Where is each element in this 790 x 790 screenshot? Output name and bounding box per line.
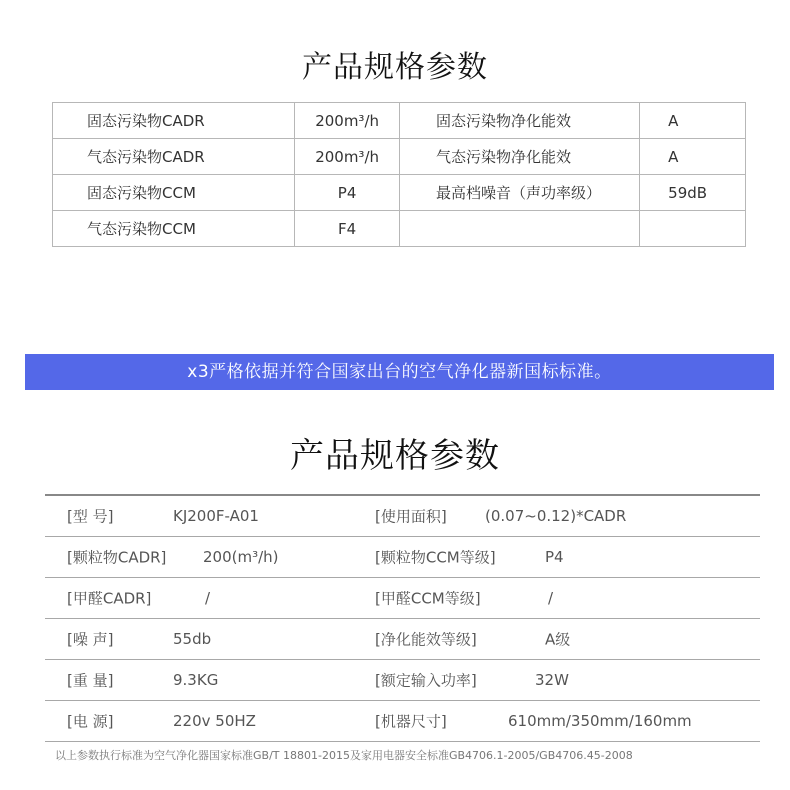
spec-row [45,660,760,701]
spec-value: / [205,589,211,607]
table-cell: 固态污染物CADR [53,103,295,139]
table-cell: 59dB [640,175,746,211]
spec-table-top [52,102,746,247]
spec-list [45,494,760,742]
spec-key: [重 量] [67,671,114,690]
table-cell: 气态污染物CCM [53,211,295,247]
spec-value: 200(m³/h) [203,548,279,566]
section2-title: 产品规格参数 [290,436,500,476]
table-cell: P4 [295,175,400,211]
table-cell: 200m³/h [295,139,400,175]
spec-value: KJ200F-A01 [173,507,259,525]
spec-row [45,619,760,660]
table-row [53,103,746,139]
table-cell: 200m³/h [295,103,400,139]
spec-key: [额定输入功率] [375,671,477,690]
spec-value: 220v 50HZ [173,712,256,730]
spec-value: P4 [545,548,564,566]
spec-key: [电 源] [67,712,114,731]
spec-value: A级 [545,630,571,649]
table-cell: 固态污染物CCM [53,175,295,211]
table-cell: 气态污染物CADR [53,139,295,175]
table-cell: A [640,103,746,139]
table-cell: 固态污染物净化能效 [400,103,640,139]
spec-value: (0.07~0.12)*CADR [485,507,627,525]
table-cell: A [640,139,746,175]
spec-row [45,537,760,578]
spec-row [45,494,760,537]
spec-key: [甲醛CADR] [67,589,152,608]
section1-title: 产品规格参数 [302,50,488,85]
spec-key: [甲醛CCM等级] [375,589,481,608]
table-row [53,175,746,211]
table-cell: F4 [295,211,400,247]
spec-value: 32W [535,671,569,689]
spec-key: [颗粒物CCM等级] [375,548,496,567]
table-row [53,139,746,175]
spec-value: / [548,589,554,607]
table-cell [640,211,746,247]
spec-value: 9.3KG [173,671,219,689]
spec-key: [颗粒物CADR] [67,548,167,567]
spec-value: 610mm/350mm/160mm [508,712,692,730]
table-cell [400,211,640,247]
standard-banner: x3严格依据并符合国家出台的空气净化器新国标标准。 [25,354,774,390]
spec-key: [机器尺寸] [375,712,447,731]
spec-row [45,578,760,619]
table-row [53,211,746,247]
spec-key: [噪 声] [67,630,114,649]
table-cell: 最高档噪音（声功率级） [400,175,640,211]
spec-key: [型 号] [67,507,114,526]
spec-key: [使用面积] [375,507,447,526]
table-cell: 气态污染物净化能效 [400,139,640,175]
spec-row [45,701,760,742]
standards-footnote: 以上参数执行标准为空气净化器国家标准GB/T 18801-2015及家用电器安全标准GB4706.1-2005/GB4706.45-2008 [55,749,633,762]
spec-value: 55db [173,630,212,648]
spec-key: [净化能效等级] [375,630,477,649]
